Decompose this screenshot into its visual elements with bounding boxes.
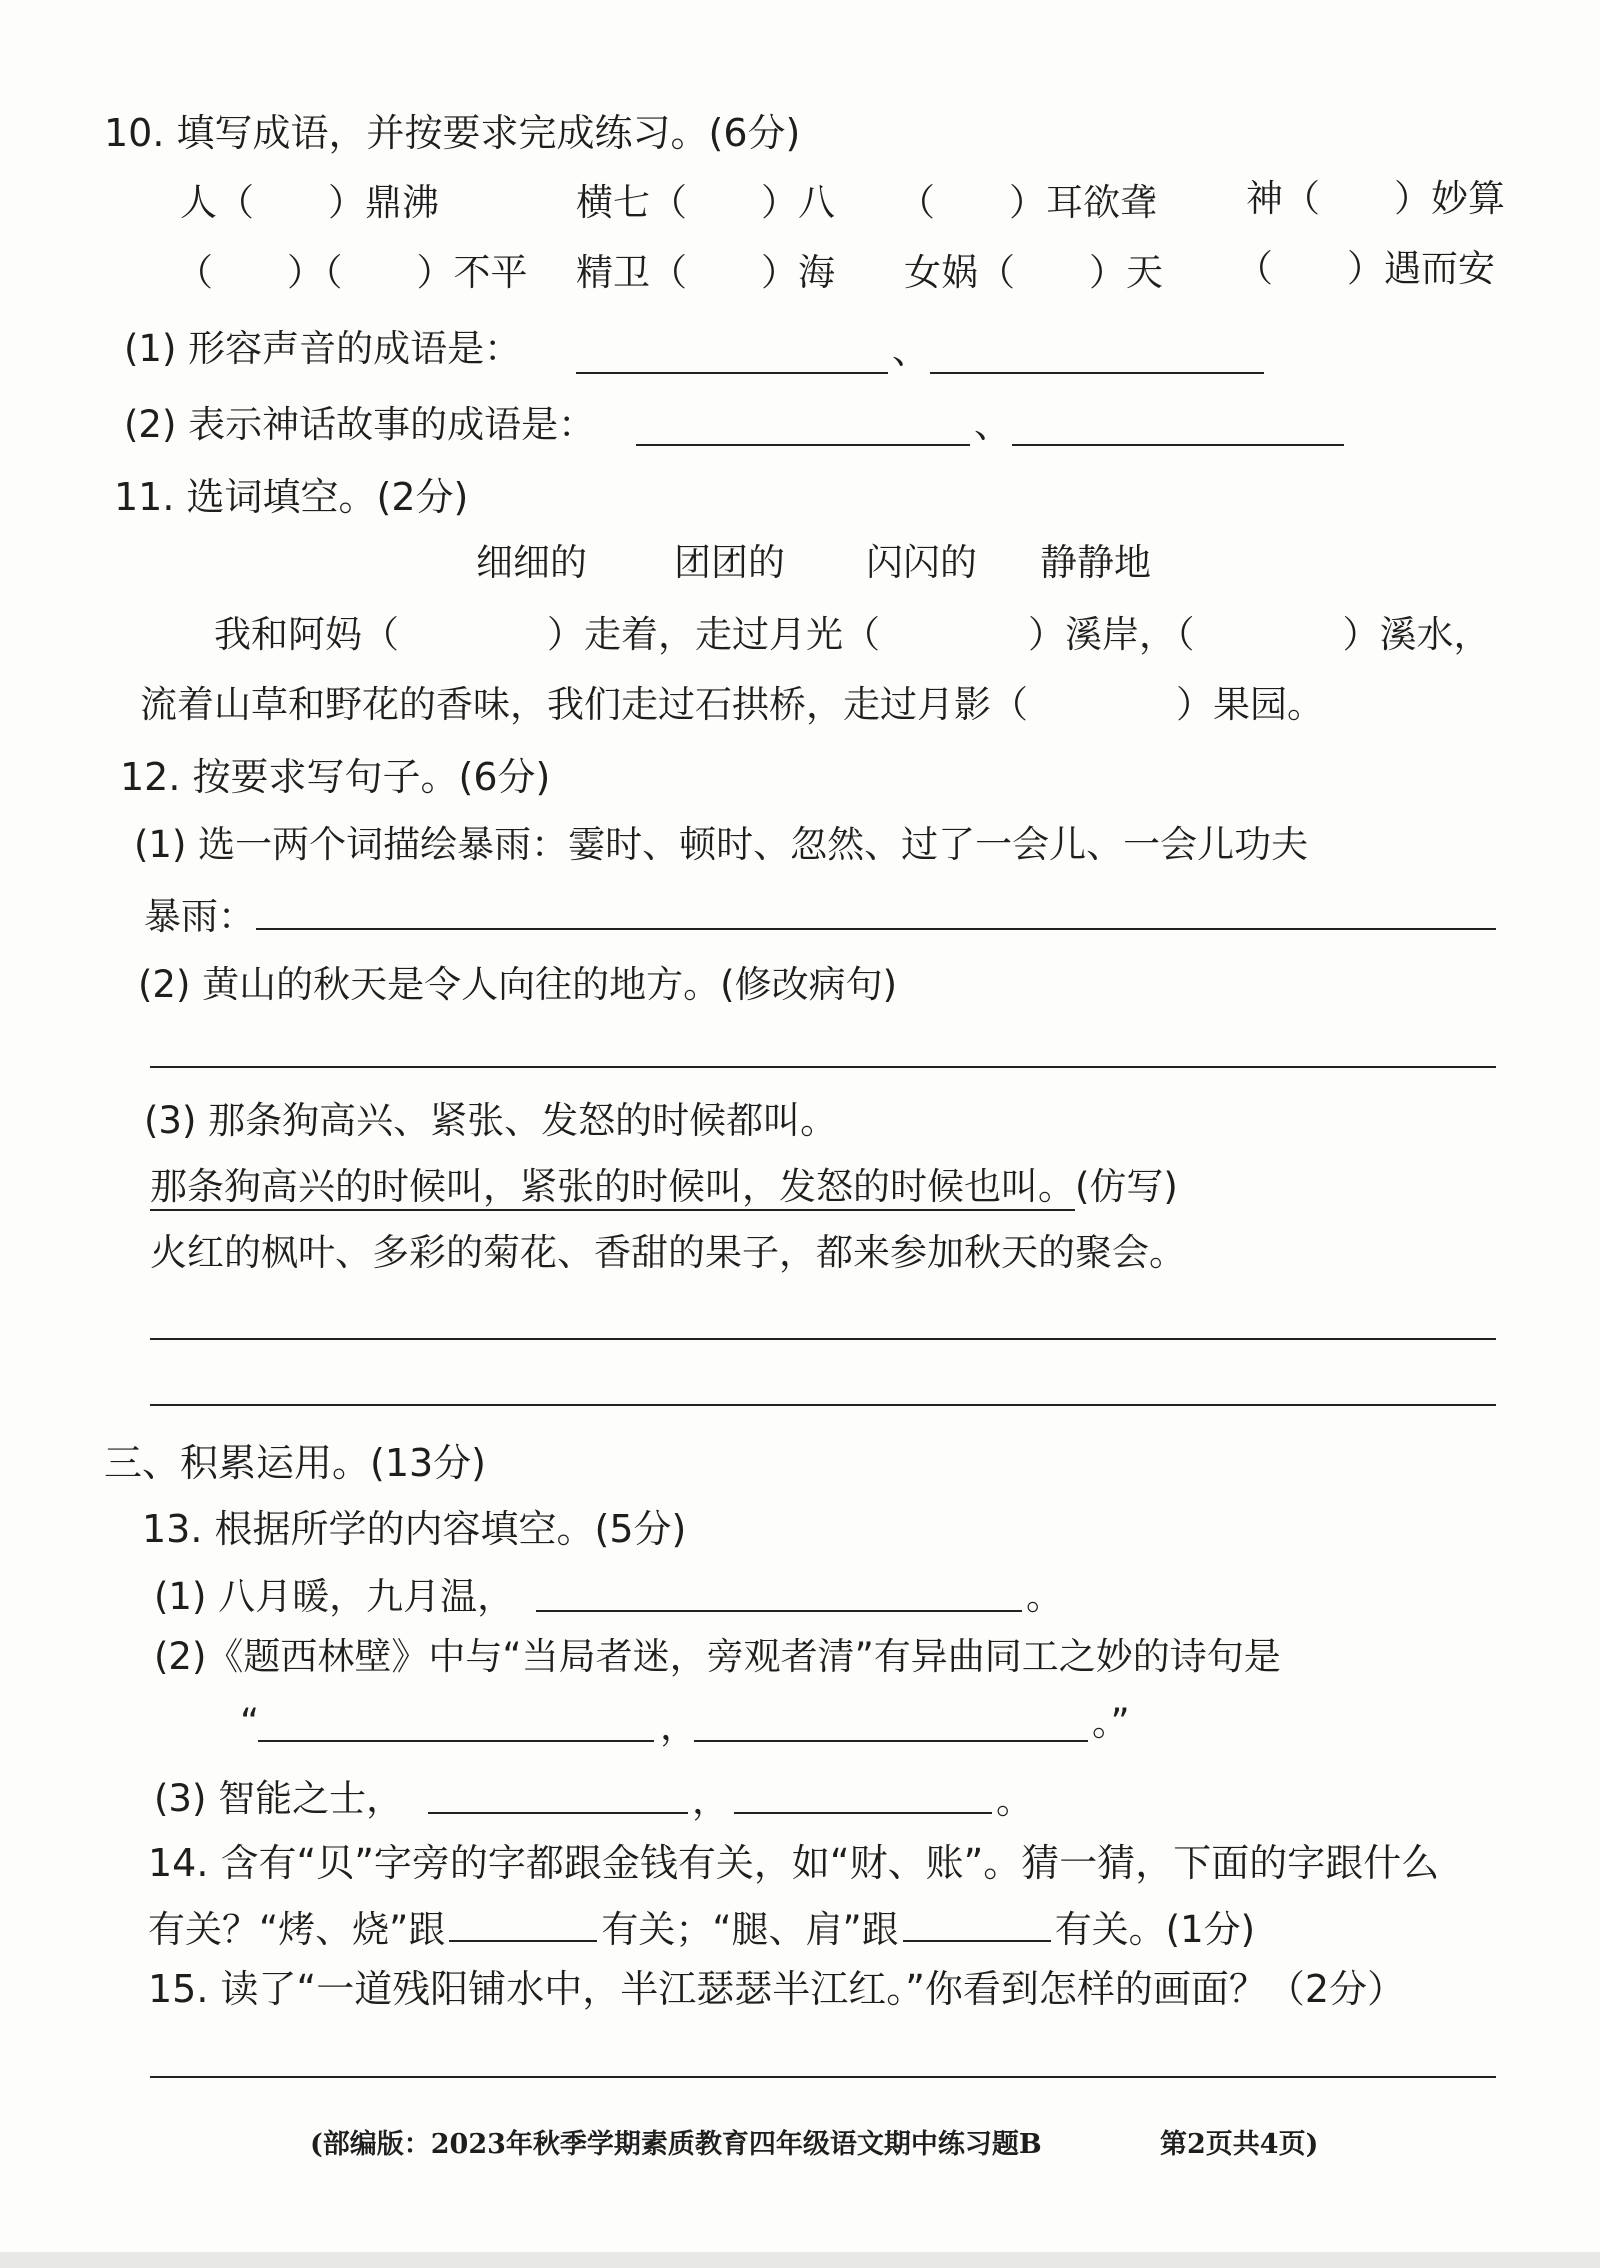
q10-sub2-label: (2) 表示神话故事的成语是： (124, 403, 596, 446)
q13-sub2-blank-2[interactable] (694, 1740, 1088, 1742)
q13-sub2-comma: ， (660, 1705, 697, 1748)
q12-sub2-prompt: (2) 黄山的秋天是令人向往的地方。(修改病句) (138, 963, 898, 1006)
q10-idiom-4: 神（ ）妙算 (1246, 177, 1505, 220)
q11-word-3: 闪闪的 (866, 541, 977, 584)
q10-sub1-blank-2[interactable] (930, 372, 1264, 374)
q11-word-2: 团团的 (674, 541, 785, 584)
q11-passage-line-2: 流着山草和野花的香味，我们走过石拱桥，走过月影（ ）果园。 (140, 683, 1324, 726)
q10-idiom-6: 精卫（ ）海 (576, 251, 835, 294)
q13-sub1-period: 。 (1026, 1575, 1063, 1618)
q13-sub1-prefix: (1) 八月暖，九月温， (154, 1575, 515, 1618)
q10-sub1-label: (1) 形容声音的成语是： (124, 327, 522, 370)
q10-idiom-2: 横七（ ）八 (576, 181, 835, 224)
q12-sub1-label: 暴雨： (144, 895, 255, 938)
q12-example-note: (仿写) (1075, 1165, 1178, 1208)
q13-sub3-prefix: (3) 智能之士， (154, 1777, 404, 1820)
q10-sub2-blank-1[interactable] (636, 444, 970, 446)
q14-text-c: 有关。(1分) (1054, 1908, 1256, 1951)
q14-text-a: 有关？“烤、烧”跟 (148, 1908, 446, 1951)
q15-answer-line[interactable] (150, 2076, 1496, 2078)
q12-sub1-answer-line[interactable] (256, 928, 1496, 930)
q15-title: 15. 读了“一道残阳铺水中，半江瑟瑟半江红。”你看到怎样的画面？（2分） (148, 1967, 1406, 2011)
q14-blank-1[interactable] (449, 1906, 597, 1942)
q10-idiom-5: （ ）（ ）不平 (176, 251, 528, 294)
q13-sub3-blank-1[interactable] (428, 1812, 688, 1814)
q12-sub3-sentence: 火红的枫叶、多彩的菊花、香甜的果子，都来参加秋天的聚会。 (150, 1231, 1186, 1274)
q14-blank-2[interactable] (903, 1906, 1051, 1942)
q10-idiom-7: 女娲（ ）天 (904, 251, 1163, 294)
q13-sub1-blank[interactable] (536, 1610, 1022, 1612)
q13-sub2-prompt: (2)《题西林壁》中与“当局者迷，旁观者清”有异曲同工之妙的诗句是 (154, 1635, 1281, 1678)
q13-sub2-close-quote: 。” (1092, 1701, 1130, 1744)
q13-sub3-period: 。 (996, 1779, 1033, 1822)
q12-sub2-answer-line[interactable] (150, 1066, 1496, 1068)
q12-sub3-answer-line-2[interactable] (150, 1404, 1496, 1406)
q12-sub3-example (150, 1164, 1178, 1210)
q13-sub2-blank-1[interactable] (258, 1740, 654, 1742)
q12-sub3-answer-line-1[interactable] (150, 1338, 1496, 1340)
q10-idiom-1: 人（ ）鼎沸 (180, 181, 439, 224)
q12-sub3-prompt: (3) 那条狗高兴、紧张、发怒的时候都叫。 (144, 1099, 838, 1142)
scan-bottom-edge (0, 2252, 1600, 2268)
q13-sub3-comma: ， (692, 1779, 729, 1822)
q10-title: 10. 填写成语，并按要求完成练习。(6分) (104, 111, 801, 155)
q11-word-4: 静静地 (1040, 541, 1151, 584)
q11-title: 11. 选词填空。(2分) (114, 475, 469, 519)
q10-sub2-blank-2[interactable] (1012, 444, 1344, 446)
footer-page-number: 第2页共4页) (1160, 2129, 1319, 2160)
q12-example-sentence: 那条狗高兴的时候叫，紧张的时候叫，发怒的时候也叫。 (150, 1165, 1075, 1211)
footer-exam-title: (部编版：2023年秋季学期素质教育四年级语文期中练习题B (310, 2129, 1042, 2160)
q11-word-1: 细细的 (476, 541, 587, 584)
q13-sub2-open-quote: “ (240, 1701, 260, 1744)
q12-sub1-prompt: (1) 选一两个词描绘暴雨：霎时、顿时、忽然、过了一会儿、一会儿功夫 (134, 823, 1309, 866)
q13-sub3-blank-2[interactable] (734, 1812, 992, 1814)
q10-sub1-blank-1[interactable] (576, 372, 888, 374)
q14-text-b: 有关；“腿、肩”跟 (601, 1908, 899, 1951)
q13-title: 13. 根据所学的内容填空。(5分) (142, 1507, 687, 1551)
q10-idiom-3: （ ）耳欲聋 (898, 181, 1157, 224)
q12-title: 12. 按要求写句子。(6分) (120, 755, 551, 799)
q11-passage-line-1: 我和阿妈（ ）走着，走过月光（ ）溪岸，（ ）溪水， (214, 613, 1491, 656)
section-3-title: 三、积累运用。(13分) (104, 1441, 487, 1485)
q14-line-2 (148, 1906, 1255, 1953)
q10-sub2-separator: 、 (974, 403, 1011, 446)
q14-line-1: 14. 含有“贝”字旁的字都跟金钱有关，如“财、账”。猜一猜，下面的字跟什么 (148, 1841, 1440, 1885)
q10-idiom-8: （ ）遇而安 (1236, 247, 1495, 290)
q10-sub1-separator: 、 (892, 329, 929, 372)
